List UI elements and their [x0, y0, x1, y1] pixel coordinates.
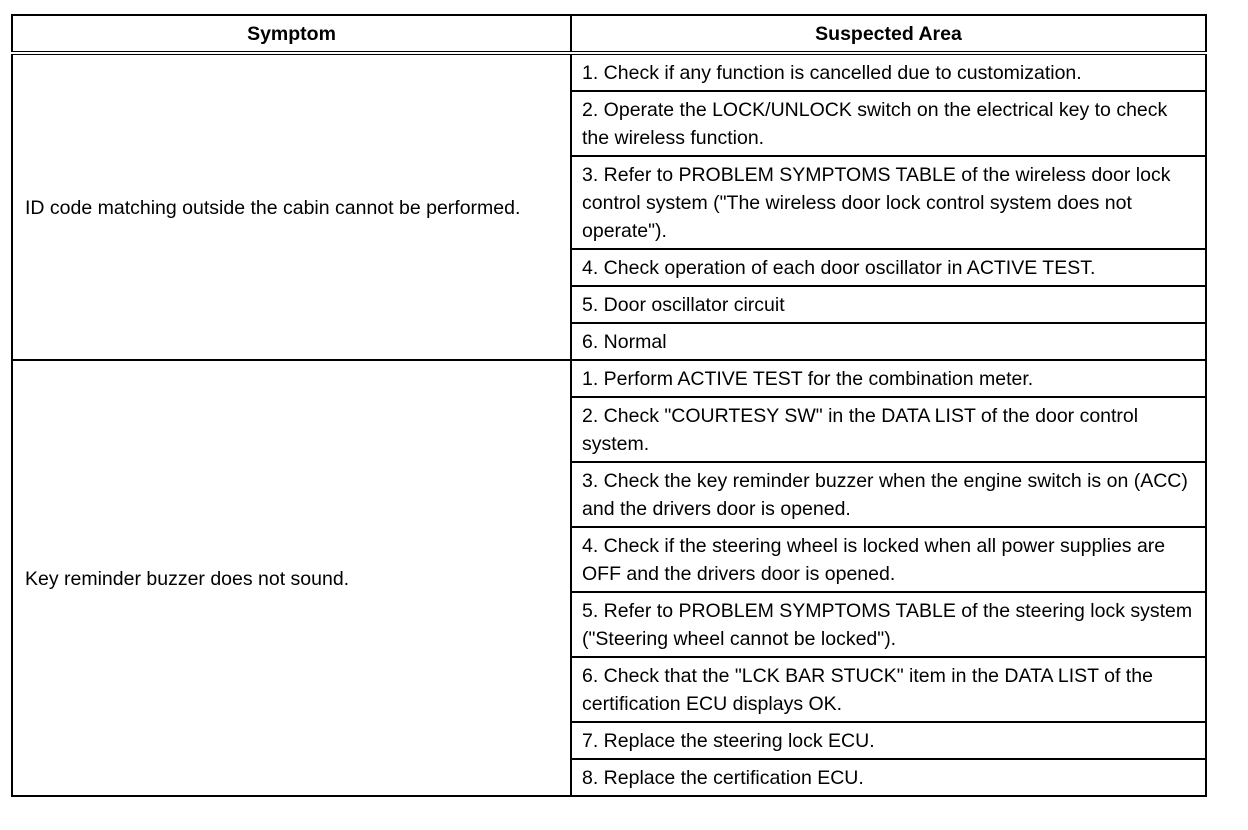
suspected-area-cell: 1. Perform ACTIVE TEST for the combination meter. [571, 360, 1206, 397]
suspected-area-cell: 7. Replace the steering lock ECU. [571, 722, 1206, 759]
symptom-cell: Key reminder buzzer does not sound. [12, 360, 571, 796]
suspected-area-cell: 4. Check operation of each door oscillator in ACTIVE TEST. [571, 249, 1206, 286]
suspected-area-cell: 3. Refer to PROBLEM SYMPTOMS TABLE of the wireless door lock control system ("The wireless door lock control system does not operate"). [571, 156, 1206, 249]
suspected-area-cell: 2. Check "COURTESY SW" in the DATA LIST of the door control system. [571, 397, 1206, 462]
table-row [12, 360, 1206, 397]
problem-symptoms-table [11, 14, 1207, 797]
symptom-column-header: Symptom [12, 15, 571, 53]
table-row [12, 53, 1206, 91]
suspected-area-column-header: Suspected Area [571, 15, 1206, 53]
suspected-area-cell: 4. Check if the steering wheel is locked when all power supplies are OFF and the drivers door is opened. [571, 527, 1206, 592]
suspected-area-cell: 1. Check if any function is cancelled due to customization. [571, 53, 1206, 91]
symptom-cell: ID code matching outside the cabin cannot be performed. [12, 53, 571, 360]
table-header-row [12, 15, 1206, 53]
suspected-area-cell: 5. Door oscillator circuit [571, 286, 1206, 323]
suspected-area-cell: 3. Check the key reminder buzzer when the engine switch is on (ACC) and the drivers door is opened. [571, 462, 1206, 527]
suspected-area-cell: 6. Normal [571, 323, 1206, 360]
suspected-area-cell: 6. Check that the "LCK BAR STUCK" item in the DATA LIST of the certification ECU displays OK. [571, 657, 1206, 722]
suspected-area-cell: 8. Replace the certification ECU. [571, 759, 1206, 796]
suspected-area-cell: 2. Operate the LOCK/UNLOCK switch on the electrical key to check the wireless function. [571, 91, 1206, 156]
suspected-area-cell: 5. Refer to PROBLEM SYMPTOMS TABLE of the steering lock system ("Steering wheel cannot be locked"). [571, 592, 1206, 657]
